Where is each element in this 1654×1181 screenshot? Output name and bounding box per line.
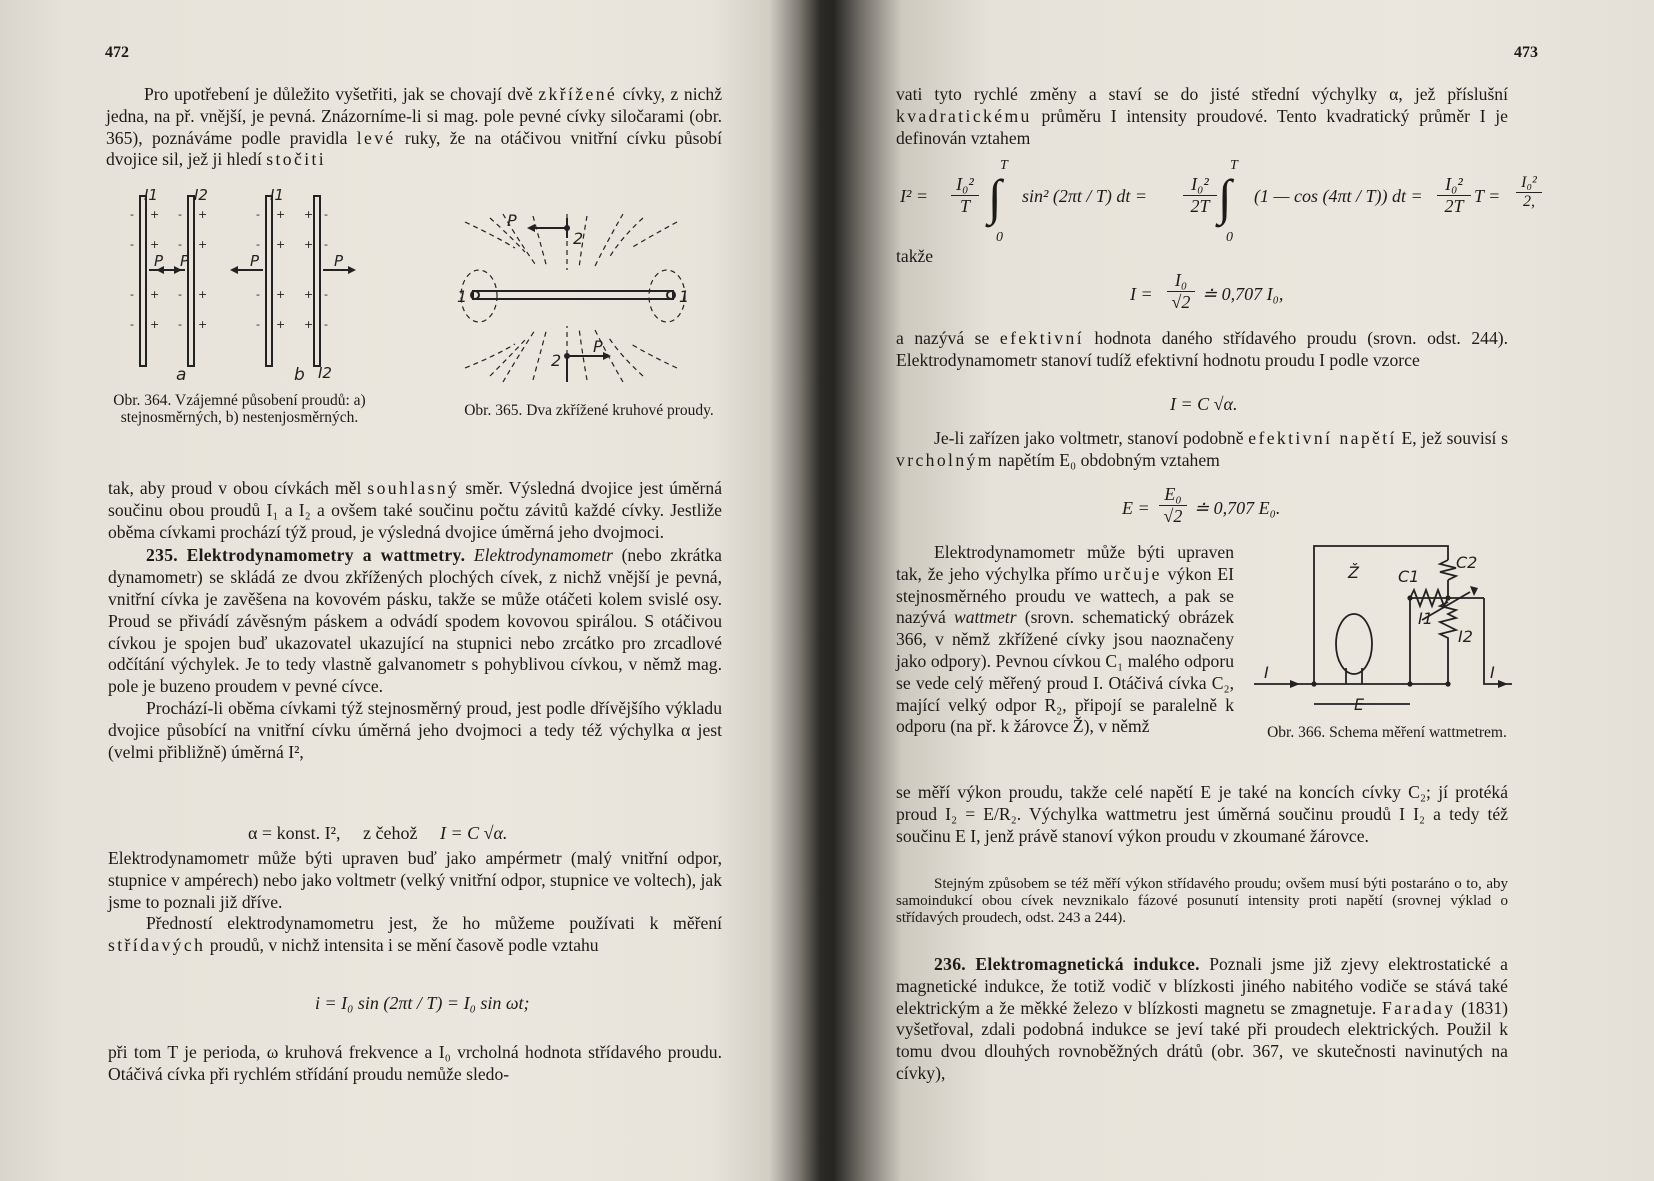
page-number: 472: [105, 44, 129, 61]
figure-366: [1250, 538, 1512, 716]
svg-text:-: -: [130, 208, 134, 221]
label-i1: I1: [144, 188, 158, 204]
after-figures-paragraph: tak, aby proud v obou cívkách měl souhlasný směr. Výsledná dvojice jest úměrná součinu obou proudů I₁ a I₂ a ovšem také součinu počtu závitů každé cívky. Jestliže oběma cívkami prochází týž proud, je výsledná dvojice úměrná jeho dvojmoci. 235. Elektrodynamometry a wattmetry. Elektrodynamometr (nebo zkrátka dynamometr) se skládá ze dvou zkřížených plochých cívek, z nichž vnější je pevná, vnitřní cívka je zavěšena na kovovém pásku, takže se může otáčeti kolem svislé osy. Proud se přivádí závěsným páskem a odvádí spodem kovovou spirálou. S otáčivou cívkou je spojen buď ukazovatel ukazující na stupnici nebo zrcátko pro zrcadlové odčítání výchylek. Je to tedy vlastně galvanometr s pohyblivou cívkou, v němž mag. pole je buzeno proudem v pevné cívce. Prochází-li oběma cívkami týž stejnosměrný proud, jest podle dřívějšího výkladu dvojice působící na vnitřní cívku úměrná jeho dvojmoci a tedy též výchylka α jest (velmi přibližně) úměrná I²,: [108, 478, 722, 762]
section-235: 235. Elektrodynamometry a wattmetry. Elektrodynamometr (nebo zkrátka dynamometr) se skládá ze dvou zkřížených plochých cívek, z nichž vnější je pevná, vnitřní cívka je zavěšena na kovovém pásku, takže se může otáčeti kolem svislé osy. Proud se přivádí závěsným páskem a odvádí spodem kovovou spirálou. S otáčivou cívkou je spojen buď ukazovatel ukazující na stupnici nebo zrcátko pro zrcadlové odčítání výchylek. Je to tedy vlastně galvanometr s pohyblivou cívkou, v němž mag. pole je buzeno proudem v pevné cívce.: [108, 545, 722, 697]
label-p: P: [334, 252, 344, 270]
label-c1: C1: [1398, 567, 1420, 586]
equation-alpha: α = konst. I², z čehož I = C √α.: [248, 823, 508, 843]
svg-text:-: -: [130, 288, 134, 301]
svg-text:+: +: [304, 238, 314, 251]
equation-effective-voltage: E = E₀ √2 ≐ 0,707 E₀.: [1122, 484, 1281, 526]
svg-text:+: +: [304, 288, 314, 301]
equation-quadratic-mean: I² = I₀² T T ∫ 0 sin² (2πt / T) dt = I₀² 2T T ∫ 0 (1 — cos (4πt / T)) dt = I₀² 2T T = I₀² 2,: [900, 158, 1520, 250]
right-page: [860, 0, 1654, 1181]
svg-text:-: -: [130, 318, 134, 331]
label-p: P: [507, 211, 517, 230]
last-paragraph-left: při tom T je perioda, ω kruhová frekvence a I₀ vrcholná hodnota střídavého proudu. Otáčivá cívka při rychlém střídání proudu nemůže sledo-: [108, 1042, 722, 1084]
svg-text:-: -: [178, 208, 182, 221]
label-i1: I1: [1418, 609, 1433, 628]
label-i1: I1: [270, 188, 284, 204]
svg-text:+: +: [198, 318, 208, 331]
svg-text:+: +: [150, 288, 160, 301]
svg-text:+: +: [276, 318, 286, 331]
section-236: 236. Elektromagnetická indukce. Poznali jsme již zjevy elektrostatické a magnetické indukce, že totiž vodič v blízkosti jiného nabitého vodiče se stává také elektrickým a že měkké železo v blízkosti magnetu se zmagnetuje. Faraday (1831) vyšetřoval, zdali podobná indukce se jeví také při proudech elektrických. Použil k tomu dvou dlouhých rovnoběžných drátů (obr. 367, ve skutečnosti navinutých na cívky),: [896, 954, 1508, 1083]
figure-364: [118, 188, 368, 380]
wattmeter-paragraph: Elektrodynamometr může býti upraven tak, že jeho výchylka přímo určuje výkon EI stejnosměrného proudu ve wattech, a pak se nazývá wattmetr (srovn. schematický obrázek 366, v němž zkřížené cívky jsou naoznačeny jako odpory). Pevnou cívkou C₁ malého odporu se vede celý měřený proud I. Otáčivá cívka C₂, mající velký odpor R₂, připojí se paralelně k odporu (na př. k žárovce Ž), v němž: [896, 542, 1235, 737]
svg-text:+: +: [198, 288, 208, 301]
figure-366-caption: Obr. 366. Schema měření wattmetrem.: [1267, 724, 1507, 741]
svg-text:+: +: [304, 318, 314, 331]
svg-text:-: -: [256, 238, 260, 251]
label-i: I: [1490, 663, 1495, 682]
label-a: a: [176, 365, 187, 380]
label-zarovka: Ž: [1348, 563, 1359, 582]
svg-text:+: +: [198, 238, 208, 251]
equation-current: i = I₀ sin (2πt / T) = I₀ sin ωt;: [315, 993, 530, 1013]
svg-text:-: -: [256, 318, 260, 331]
svg-text:+: +: [276, 238, 286, 251]
label-2: 2: [573, 229, 584, 248]
label-p: P: [154, 252, 164, 270]
svg-text:+: +: [276, 208, 286, 221]
svg-text:+: +: [276, 288, 286, 301]
svg-text:-: -: [178, 318, 182, 331]
svg-text:+: +: [198, 208, 208, 221]
label-i: I: [1264, 663, 1269, 682]
label-i2: I2: [194, 188, 208, 204]
svg-text:+: +: [150, 238, 160, 251]
svg-text:+: +: [150, 208, 160, 221]
label-c2: C2: [1456, 553, 1478, 572]
page-number: 473: [1514, 44, 1538, 61]
equation-effective-current: I = I₀ √2 ≐ 0,707 I₀,: [1130, 270, 1284, 312]
label-b: b: [294, 365, 305, 380]
power-paragraph: se měří výkon proudu, takže celé napětí E je také na koncích cívky C₂; jí protéká proud I₂ = E/R₂. Výchylka wattmetru jest úměrná součinu proudů I I₂ a tedy též součinu E I, jenž právě stanoví výkon proudu v zkoumané žárovce.: [896, 782, 1508, 846]
label-1: 1: [457, 287, 468, 306]
svg-text:-: -: [256, 288, 260, 301]
right-third-paragraph: Je-li zařízen jako voltmetr, stanoví podobně efektivní napětí E, jež souvisí s vrcholným napětím E₀ obdobným vztahem: [896, 428, 1508, 470]
svg-text:-: -: [178, 238, 182, 251]
svg-text:-: -: [324, 318, 328, 331]
label-p: P: [180, 252, 190, 270]
label-e: E: [1354, 695, 1365, 714]
label-p: P: [250, 252, 260, 270]
figure-365: [455, 208, 720, 394]
right-second-paragraph: a nazývá se efektivní hodnota daného střídavého proudu (srovn. odst. 244). Elektrodynamometr stanoví tudíž efektivní hodnotu proudu I podle vzorce: [896, 328, 1508, 370]
equation-calibration: I = C √α.: [1170, 394, 1238, 414]
svg-text:-: -: [324, 238, 328, 251]
svg-text:-: -: [324, 288, 328, 301]
figure-365-caption: Obr. 365. Dva zkřížené kruhové proudy.: [464, 402, 714, 419]
svg-text:+: +: [150, 318, 160, 331]
svg-text:-: -: [130, 238, 134, 251]
paragraphs-lower-left: Elektrodynamometr může býti upraven buď jako ampérmetr (malý vnitřní odpor, stupnice v ampérech) nebo jako voltmetr (velký vnitřní odpor, stupnice ve voltech), jak jsme to poznali již dříve. Předností elektrodynamometru jest, že ho můžeme používati k měření střídavých proudů, v nichž intensita i se mění časově podle vztahu: [108, 848, 722, 956]
label-p: P: [593, 337, 603, 356]
svg-text:-: -: [178, 288, 182, 301]
small-print-note: Stejným způsobem se též měří výkon střídavého proudu; ovšem musí býti postaráno o to, aby samoindukcí obou cívek nevznikalo fázové posunutí intensity proti napětí (srovnej výklad o střídavých proudech, odst. 243 a 244).: [896, 876, 1508, 927]
takze-word: takže: [896, 246, 934, 266]
label-2: 2: [551, 351, 562, 370]
intro-paragraph: Pro upotřebení je důležito vyšetřiti, jak se chovají dvě zkřížené cívky, z nichž jedna, na př. vnější, je pevná. Znázorníme-li si mag. pole pevné cívky siločarami (obr. 365), poznáváme podle pravidla levé ruky, že na otáčivou vnitřní cívku působí dvojice sil, jež ji hledí stočiti: [106, 84, 723, 170]
svg-text:-: -: [256, 208, 260, 221]
label-i2: I2: [1458, 627, 1473, 646]
svg-text:+: +: [304, 208, 314, 221]
right-first-paragraph: vati tyto rychlé změny a staví se do jisté střední výchylky α, jež příslušní kvadratickému průměru I intensity proudové. Tento kvadratický průměr I je definován vztahem: [896, 84, 1508, 148]
left-page: [0, 0, 810, 1181]
figure-364-caption: Obr. 364. Vzájemné působení proudů: a) stejnosměrných, b) nestenjosměrných.: [113, 392, 366, 426]
svg-text:-: -: [324, 208, 328, 221]
label-i2: I2: [318, 364, 332, 380]
label-1: 1: [679, 287, 690, 306]
